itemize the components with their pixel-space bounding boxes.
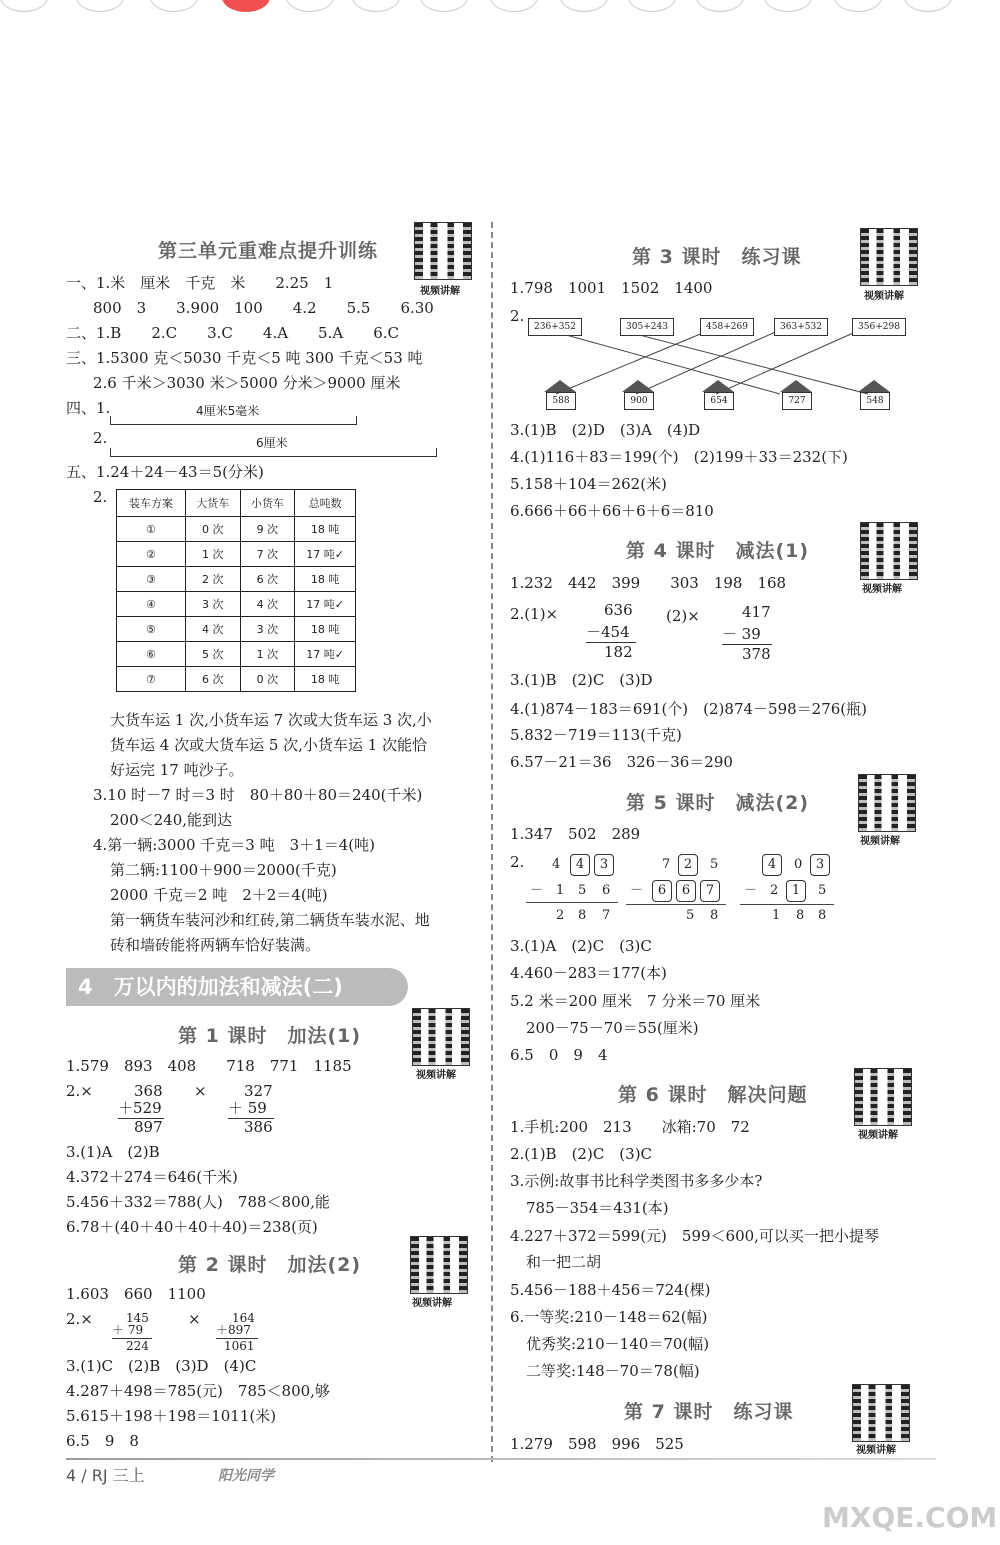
- house-label: 727: [782, 392, 812, 410]
- vert-calc: 897: [134, 1118, 163, 1136]
- table-cell: 9 次: [240, 517, 295, 542]
- house-roof-icon: [544, 380, 576, 392]
- table-cell: 18 吨: [295, 517, 356, 542]
- column-divider: [491, 222, 493, 1462]
- lesson1-title: 第 1 课时 加法(1): [178, 1025, 362, 1047]
- table-row: [117, 517, 356, 542]
- table-row: [117, 642, 356, 667]
- puzzle-box-group: [760, 854, 784, 876]
- k6-line: 1.手机:200 213 冰箱:70 72: [510, 1118, 750, 1136]
- puzzle-box: 3: [810, 854, 830, 876]
- puzzle-rule: [740, 904, 834, 905]
- vert-calc: ＋ 59: [228, 1098, 274, 1119]
- vert-calc: ＋529: [118, 1098, 164, 1119]
- vert-calc: 327: [244, 1082, 273, 1100]
- table-row: [117, 542, 356, 567]
- lesson4-title: 第 4 课时 减法(1): [626, 540, 810, 562]
- house-label: 588: [546, 392, 576, 410]
- u3-line: 好运完 17 吨沙子。: [110, 761, 244, 779]
- table-cell: 6 次: [240, 567, 295, 592]
- sign-label: 356+298: [852, 318, 906, 336]
- puzzle-digit: 5: [686, 908, 695, 923]
- puzzle-digit: 8: [578, 908, 587, 923]
- vert-calc: 636: [604, 601, 633, 619]
- vert-calc: 386: [244, 1118, 273, 1136]
- lesson6-title: 第 6 课时 解决问题: [618, 1084, 808, 1106]
- k5-line: 5.2 米＝200 厘米 7 分米＝70 厘米: [510, 992, 761, 1010]
- k4-line: 1.232 442 399 303 198 168: [510, 574, 787, 592]
- vert-calc: 224: [126, 1339, 149, 1353]
- k2-line: 4.287＋498＝785(元) 785＜800,够: [66, 1382, 330, 1400]
- sign-label: 305+243: [620, 318, 674, 336]
- table-header-cell: 小货车: [240, 490, 295, 517]
- vert-calc: －454: [586, 622, 636, 643]
- tab-stub: [0, 0, 48, 12]
- u3-line: 4.第一辆:3000 千克＝3 吨 3＋1＝4(吨): [93, 836, 375, 854]
- brand-logo: 阳光同学: [218, 1468, 274, 1484]
- puzzle-digit: 6: [602, 883, 611, 898]
- k4-line: 3.(1)B (2)C (3)D: [510, 671, 653, 689]
- tab-stub: [764, 0, 812, 12]
- watermark: MXQE.COM: [822, 1501, 998, 1534]
- table-header-cell: 装车方案: [117, 490, 186, 517]
- puzzle-box-group: [650, 880, 722, 902]
- k4-line: (2)×: [666, 607, 700, 625]
- tab-stub: [76, 0, 124, 12]
- u3-line: 2.6 千米＞3030 米＞5000 分米＞9000 厘米: [93, 374, 401, 392]
- table-cell: 0 次: [240, 667, 295, 692]
- u3-line: 第二辆:1100＋900＝2000(千克): [110, 861, 337, 879]
- table-cell: ⑦: [117, 667, 186, 692]
- tab-stub: [490, 0, 538, 12]
- puzzle-digit: 4: [552, 857, 561, 872]
- k5-line: 4.460－283＝177(本): [510, 964, 667, 982]
- u3-line: 2000 千克＝2 吨 2＋2＝4(吨): [110, 886, 328, 904]
- table-cell: 1 次: [185, 542, 240, 567]
- unit3-title: 第三单元重难点提升训练: [158, 240, 379, 262]
- table-cell: 7 次: [240, 542, 295, 567]
- tab-stub: [420, 0, 468, 12]
- k2-line: 3.(1)C (2)B (3)D (4)C: [66, 1357, 257, 1375]
- table-cell: 18 吨: [295, 667, 356, 692]
- lesson7-title: 第 7 课时 练习课: [624, 1401, 794, 1423]
- k4-line: 2.(1)×: [510, 605, 559, 623]
- puzzle-box: 4: [570, 854, 590, 876]
- sign-label: 458+269: [700, 318, 754, 336]
- tab-stub: [834, 0, 882, 12]
- tab-stub: [696, 0, 744, 12]
- house-label: 900: [624, 392, 654, 410]
- puzzle-rule: [526, 902, 618, 903]
- tab-stub: [560, 0, 608, 12]
- qr-label: 视频讲解: [860, 836, 900, 847]
- puzzle-box-group: [808, 854, 832, 876]
- u3-line: 一、1.米 厘米 千克 米 2.25 1: [66, 274, 334, 292]
- puzzle-box-group: [676, 854, 700, 876]
- tab-stub: [286, 0, 334, 12]
- u3-line: 3.10 时－7 时＝3 时 80＋80＋80＝240(千米): [93, 786, 423, 804]
- house-roof-icon: [780, 380, 812, 392]
- k1-line: 2.×: [66, 1082, 93, 1100]
- table-header-cell: 总吨数: [295, 490, 356, 517]
- footer-rule: [66, 1458, 936, 1460]
- qr-code[interactable]: [860, 228, 918, 286]
- puzzle-digit: 5: [578, 883, 587, 898]
- vert-calc: 145: [126, 1311, 149, 1325]
- house-roof-icon: [702, 380, 734, 392]
- k5-line: 6.5 0 9 4: [510, 1046, 608, 1064]
- puzzle-digit: 1: [772, 908, 781, 923]
- table-cell: ④: [117, 592, 186, 617]
- k6-line: 和一把二胡: [526, 1253, 602, 1271]
- k6-line: 二等奖:148－70＝78(幅): [526, 1362, 700, 1380]
- k7-line: 1.279 598 996 525: [510, 1435, 684, 1453]
- tab-stub-active: [222, 0, 270, 12]
- table-cell: 5 次: [185, 642, 240, 667]
- loading-table: [116, 489, 356, 692]
- u3-line: 砖和墙砖能将两辆车恰好装满。: [110, 936, 321, 954]
- k3-line: 5.158＋104＝262(米): [510, 475, 667, 493]
- sign-label: 236+352: [528, 318, 582, 336]
- table-cell: 17 吨✓: [295, 642, 356, 667]
- puzzle-digit: － 2: [744, 883, 779, 898]
- table-row: [117, 592, 356, 617]
- qr-label: 视频讲解: [412, 1298, 452, 1309]
- k1-line: 3.(1)A (2)B: [66, 1143, 160, 1161]
- qr-code[interactable]: [414, 222, 472, 280]
- table-cell: 4 次: [240, 592, 295, 617]
- u3-line: 二、1.B 2.C 3.C 4.A 5.A 6.C: [66, 324, 399, 342]
- k6-line: 5.456－188＋456＝724(棵): [510, 1281, 711, 1299]
- vert-calc: － 39: [722, 624, 772, 645]
- vert-calc: 378: [742, 645, 771, 663]
- puzzle-digit: 5: [710, 857, 719, 872]
- k3-line: 6.666＋66＋66＋6＋6＝810: [510, 502, 714, 520]
- k2-line: ×: [188, 1310, 201, 1328]
- vert-calc: 164: [232, 1311, 255, 1325]
- qr-label: 视频讲解: [858, 1130, 898, 1141]
- table-header-row: [117, 490, 356, 517]
- table-cell: 18 吨: [295, 567, 356, 592]
- tab-stub: [150, 0, 198, 12]
- k2-line: 2.×: [66, 1310, 93, 1328]
- u3-line: 五、1.24＋24－43＝5(分米): [66, 463, 264, 481]
- puzzle-box-group: [784, 880, 808, 902]
- k1-line: 4.372＋274＝646(千米): [66, 1168, 238, 1186]
- puzzle-digit: 2: [556, 908, 565, 923]
- table-cell: 6 次: [185, 667, 240, 692]
- house-label: 548: [860, 392, 890, 410]
- k5-line: 2.: [510, 853, 525, 871]
- k6-line: 优秀奖:210－140＝70(幅): [526, 1335, 710, 1353]
- puzzle-box: 7: [700, 880, 720, 902]
- k2-line: 6.5 9 8: [66, 1432, 139, 1450]
- table-header-cell: 大货车: [185, 490, 240, 517]
- qr-code[interactable]: [854, 1068, 912, 1126]
- k5-line: 1.347 502 289: [510, 825, 641, 843]
- table-cell: 0 次: [185, 517, 240, 542]
- segment-label-1: 4厘米5毫米: [196, 404, 260, 418]
- qr-label: 视频讲解: [416, 1070, 456, 1081]
- table-cell: 1 次: [240, 642, 295, 667]
- u3-line: 大货车运 1 次,小货车运 7 次或大货车运 3 次,小: [110, 711, 432, 729]
- puzzle-digit: －: [630, 883, 644, 898]
- k1-line: ×: [194, 1082, 207, 1100]
- qr-code[interactable]: [410, 1236, 468, 1294]
- k4-line: 6.57－21＝36 326－36＝290: [510, 753, 733, 771]
- table-cell: 17 吨✓: [295, 542, 356, 567]
- lesson3-title: 第 3 课时 练习课: [632, 246, 802, 268]
- k2-line: 1.603 660 1100: [66, 1285, 206, 1303]
- qr-label: 视频讲解: [420, 286, 460, 297]
- table-cell: 4 次: [185, 617, 240, 642]
- house-roof-icon: [622, 380, 654, 392]
- u3-line: 200＜240,能到达: [110, 811, 233, 829]
- puzzle-digit: 0: [794, 857, 803, 872]
- puzzle-digit: － 1: [530, 883, 565, 898]
- puzzle-rule: [626, 904, 726, 905]
- table-cell: ⑥: [117, 642, 186, 667]
- puzzle-box: 2: [678, 854, 698, 876]
- lesson5-title: 第 5 课时 减法(2): [626, 792, 810, 814]
- table-row: [117, 617, 356, 642]
- table-row: [117, 667, 356, 692]
- puzzle-digit: 7: [662, 857, 671, 872]
- k3-line: 1.798 1001 1502 1400: [510, 279, 713, 297]
- vert-calc: ＋897: [216, 1322, 258, 1339]
- qr-code[interactable]: [412, 1008, 470, 1066]
- house-roof-icon: [858, 380, 890, 392]
- table-cell: ①: [117, 517, 186, 542]
- k1-line: 6.78＋(40＋40＋40＋40)＝238(页): [66, 1218, 318, 1236]
- table-cell: 17 吨✓: [295, 592, 356, 617]
- puzzle-digit: 5: [818, 883, 827, 898]
- qr-code[interactable]: [858, 774, 916, 832]
- k5-line: 200－75－70＝55(厘米): [526, 1019, 699, 1037]
- qr-label: 视频讲解: [864, 291, 904, 302]
- house-label: 654: [704, 392, 734, 410]
- table-row: [117, 567, 356, 592]
- puzzle-box: 3: [594, 854, 614, 876]
- vert-calc: 368: [134, 1082, 163, 1100]
- k6-line: 785－354＝431(本): [526, 1199, 669, 1217]
- puzzle-box: 6: [676, 880, 696, 902]
- qr-label: 视频讲解: [856, 1445, 896, 1456]
- puzzle-digit: 8: [710, 908, 719, 923]
- table-cell: ③: [117, 567, 186, 592]
- u3-line: 2.: [93, 429, 108, 447]
- tab-stub: [628, 0, 676, 12]
- k3-line: 4.(1)116＋83＝199(个) (2)199＋33＝232(下): [510, 448, 848, 466]
- k6-line: 6.一等奖:210－148＝62(幅): [510, 1308, 708, 1326]
- puzzle-box-group: [568, 854, 616, 876]
- puzzle-box: 4: [762, 854, 782, 876]
- puzzle-digit: 7: [602, 908, 611, 923]
- lesson2-title: 第 2 课时 加法(2): [178, 1254, 362, 1276]
- table-cell: ⑤: [117, 617, 186, 642]
- k6-line: 4.227＋372＝599(元) 599＜600,可以买一把小提琴: [510, 1227, 879, 1245]
- qr-code[interactable]: [852, 1384, 910, 1442]
- table-cell: 2 次: [185, 567, 240, 592]
- k1-line: 5.456＋332＝788(人) 788＜800,能: [66, 1193, 330, 1211]
- puzzle-box: 6: [652, 880, 672, 902]
- u3-line: 第一辆货车装河沙和红砖,第二辆货车装水泥、地: [110, 911, 430, 929]
- k1-line: 1.579 893 408 718 771 1185: [66, 1057, 352, 1075]
- table-cell: ②: [117, 542, 186, 567]
- table-cell: 18 吨: [295, 617, 356, 642]
- vert-calc: 182: [604, 643, 633, 661]
- k3-line: 2.: [510, 307, 525, 325]
- u3-line: 货车运 4 次或大货车运 5 次,小货车运 1 次能恰: [110, 736, 428, 754]
- sign-label: 363+532: [774, 318, 828, 336]
- qr-label: 视频讲解: [862, 584, 902, 595]
- k3-line: 3.(1)B (2)D (3)A (4)D: [510, 421, 701, 439]
- tab-stub: [904, 0, 952, 12]
- k2-line: 5.615＋198＋198＝1011(米): [66, 1407, 277, 1425]
- u3-line: 四、1.: [66, 399, 111, 417]
- puzzle-digit: 8: [818, 908, 827, 923]
- tab-stub: [352, 0, 400, 12]
- u3-line: 800 3 3.900 100 4.2 5.5 6.30: [93, 299, 434, 317]
- k5-line: 3.(1)A (2)C (3)C: [510, 937, 652, 955]
- qr-code[interactable]: [860, 522, 918, 580]
- segment-label-2: 6厘米: [256, 436, 288, 450]
- k4-line: 4.(1)874－183＝691(个) (2)874－598＝276(瓶): [510, 700, 867, 718]
- k4-line: 5.832－719＝113(千克): [510, 726, 682, 744]
- puzzle-box: 1: [786, 880, 806, 902]
- chapter-banner: 4 万以内的加法和减法(二): [66, 968, 408, 1006]
- page-number: 4 / RJ 三上: [66, 1466, 145, 1485]
- k6-line: 2.(1)B (2)C (3)C: [510, 1145, 653, 1163]
- table-cell: 3 次: [240, 617, 295, 642]
- vert-calc: 1061: [224, 1339, 255, 1353]
- k6-line: 3.示例:故事书比科学类图书多多少本?: [510, 1172, 763, 1190]
- u3-line: 三、1.5300 克＜5030 千克＜5 吨 300 千克＜53 吨: [66, 349, 423, 367]
- vert-calc: ＋ 79: [112, 1322, 152, 1339]
- puzzle-digit: 8: [796, 908, 805, 923]
- u3-line: 2.: [93, 488, 108, 506]
- table-cell: 3 次: [185, 592, 240, 617]
- vert-calc: 417: [742, 603, 771, 621]
